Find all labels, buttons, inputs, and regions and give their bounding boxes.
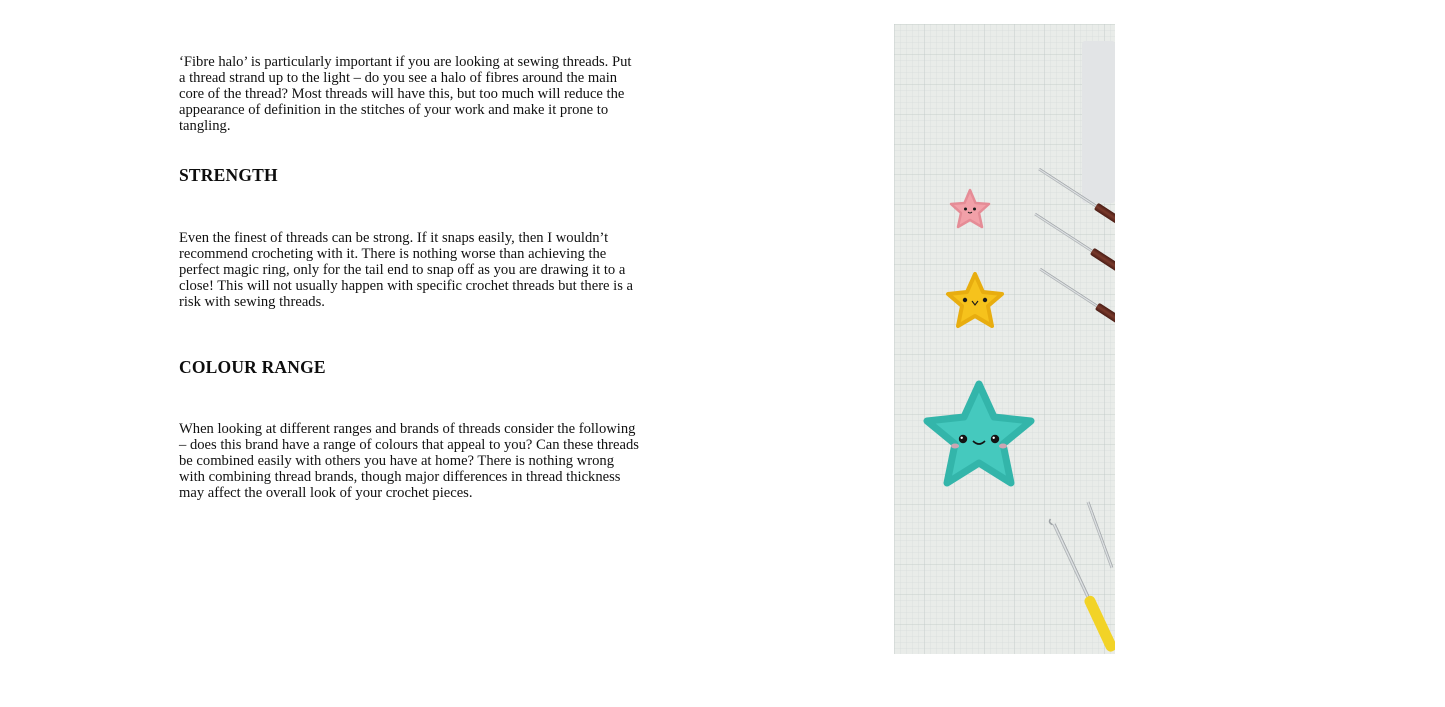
heading-strength: STRENGTH xyxy=(179,165,278,185)
paragraph-colour-range: When looking at different ranges and brands of threads consider the following – does this brand have a range of colours that appeal to you? Can these threads be combined easily with others you have at home? There is nothing wrong with combining thread brands, though major differences in thread thickness may affect the overall look of your crochet pieces. xyxy=(179,421,639,501)
heading-colour-range: COLOUR RANGE xyxy=(179,357,326,377)
paper-card-shape xyxy=(1082,41,1115,203)
paragraph-fibre-halo: ‘Fibre halo’ is particularly important if you are looking at sewing threads. Put a thread strand up to the light – do you see a halo of fibres around the main core of the thread? Most threads will have this, but too much will reduce the appearance of definition in the stitches of your work and make it prone to tangling. xyxy=(179,54,632,134)
crochet-stars-photo xyxy=(894,24,1115,654)
graph-paper-background xyxy=(894,24,1115,654)
paragraph-strength: Even the finest of threads can be strong. If it snaps easily, then I wouldn’t recommend crocheting with it. There is nothing worse than achieving the perfect magic ring, only for the tail end to snap off as you are drawing it to a close! This will not usually happen with specific crochet threads but there is a risk with sewing threads. xyxy=(179,230,634,310)
